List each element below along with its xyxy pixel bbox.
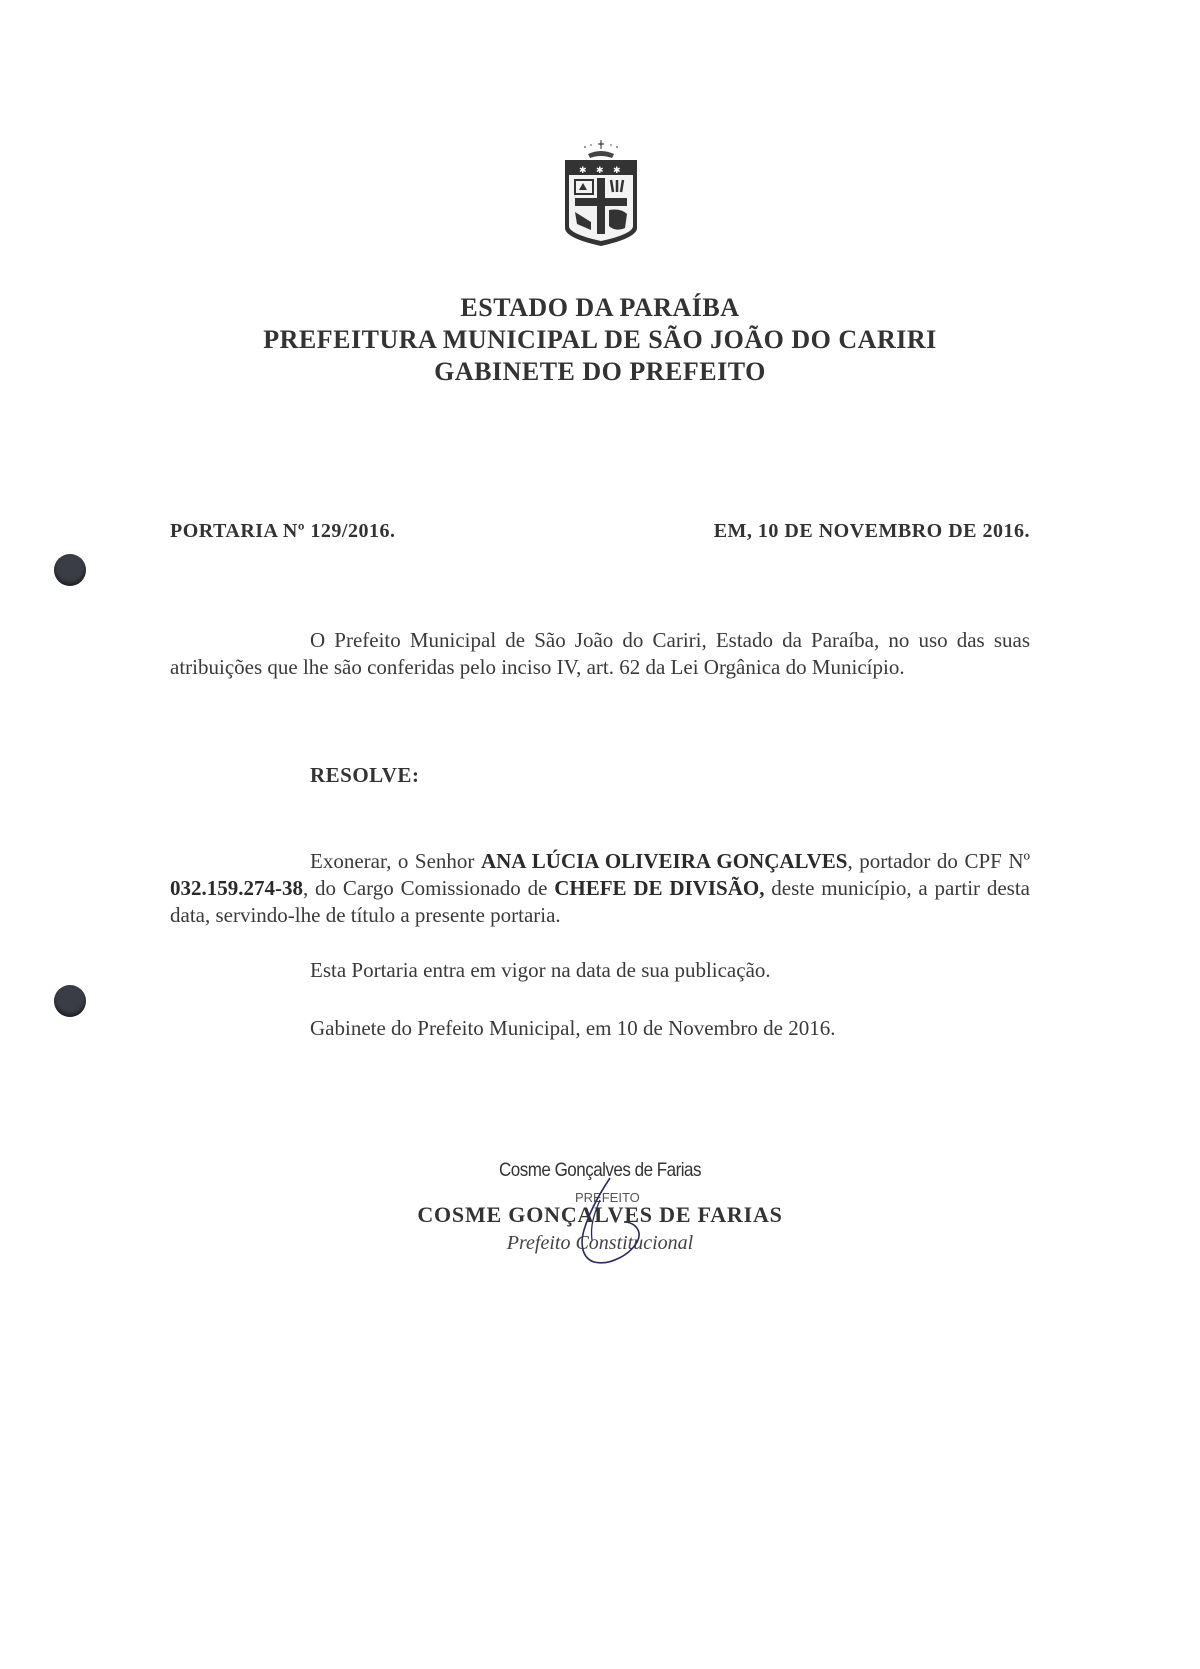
signature-block xyxy=(380,1160,820,1270)
resolve-heading: RESOLVE: xyxy=(310,763,420,787)
svg-text:✱: ✱ xyxy=(613,166,621,176)
closing-paragraph: Gabinete do Prefeito Municipal, em 10 de Novembro de 2016. xyxy=(310,1016,836,1040)
signature-handwritten: Cosme Gonçalves de Farias xyxy=(499,1158,701,1181)
portaria-date: EM, 10 DE NOVEMBRO DE 2016. xyxy=(713,520,1030,542)
employee-name: ANA LÚCIA OLIVEIRA GONÇALVES xyxy=(480,849,848,873)
svg-text:✱: ✱ xyxy=(596,166,604,176)
signatory-title: Prefeito Constitucional xyxy=(506,1232,694,1254)
letterhead-municipality: PREFEITURA MUNICIPAL DE SÃO JOÃO DO CARIRI xyxy=(263,325,937,354)
portaria-number: PORTARIA Nº 129/2016. xyxy=(170,520,396,542)
intro-text: O Prefeito Municipal de São João do Cariri, Estado da Paraíba, no uso das suas atribuições que lhe são conferidas pelo inciso IV, art. 62 da Lei Orgânica do Município. xyxy=(170,628,1030,679)
signatory-name: COSME GONÇALVES DE FARIAS xyxy=(417,1202,783,1227)
svg-text:✱: ✱ xyxy=(579,166,587,176)
letterhead-office: GABINETE DO PREFEITO xyxy=(434,357,766,386)
signature-stamp: PREFEITO xyxy=(575,1190,640,1205)
coat-of-arms-icon xyxy=(555,140,647,252)
intro-paragraph xyxy=(170,627,1030,681)
exoneration-paragraph xyxy=(170,848,1030,929)
exoneration-text-3: , do Cargo Comissionado de xyxy=(303,876,555,900)
letterhead-state: ESTADO DA PARAÍBA xyxy=(460,293,740,322)
letterhead xyxy=(0,292,1200,388)
employee-cpf: 032.159.274-38 xyxy=(170,876,303,900)
employee-role: CHEFE DE DIVISÃO, xyxy=(554,876,765,900)
punch-hole-bottom xyxy=(54,985,86,1017)
punch-hole-top xyxy=(54,554,86,586)
exoneration-text-1: Exonerar, o Senhor xyxy=(310,849,481,873)
exoneration-text-4: deste município, a partir desta data, servindo-lhe de título a presente portaria. xyxy=(170,876,1030,927)
effective-date-paragraph: Esta Portaria entra em vigor na data de sua publicação. xyxy=(310,958,771,982)
exoneration-text-2: , portador do CPF Nº xyxy=(847,849,1031,873)
